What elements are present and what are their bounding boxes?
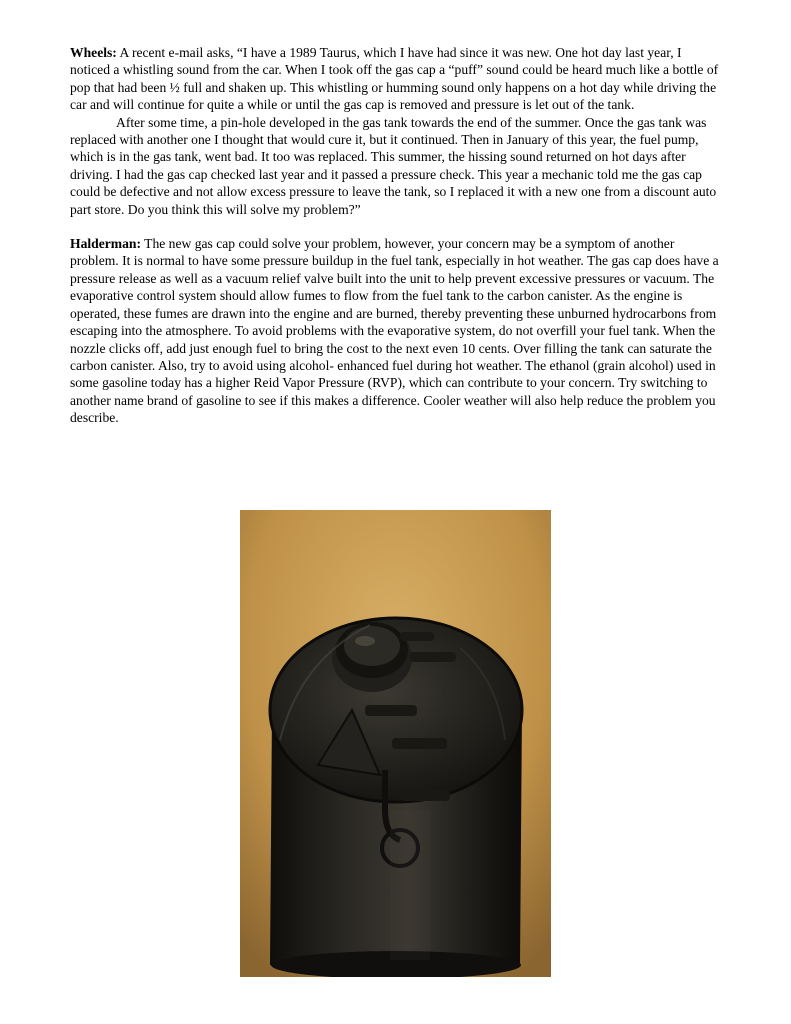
answer-paragraph	[70, 235, 722, 426]
answer-text: The new gas cap could solve your problem, however, your concern may be a symptom of another problem. It is normal to have some pressure buildup in the fuel tank, especially in hot weather. The gas cap does have a pressure release as well as a vacuum relief valve built into the unit to help prevent excessive pressures or vacuum. The evaporative control system should allow fumes to flow from the fuel tank to the carbon canister. As the engine is operated, these fumes are drawn into the engine and are burned, thereby preventing these unburned hydrocarbons from escaping into the atmosphere. To avoid problems with the evaporative system, do not overfill your fuel tank. When the nozzle clicks off, add just enough fuel to bring the cost to the next even 10 cents. Over filling the tank can saturate the carbon canister. Also, try to avoid using alcohol- enhanced fuel during hot weather. The ethanol (grain alcohol) used in some gasoline today has a higher Reid Vapor Pressure (RVP), which can contribute to your concern. Try switching to another name brand of gasoline to see if this makes a difference. Cooler weather will also help reduce the problem you describe.	[70, 236, 719, 426]
speaker-halderman: Halderman:	[70, 236, 141, 252]
question-text-1: A recent e-mail asks, “I have a 1989 Taurus, which I have had since it was new. One hot day last year, I noticed a whistling sound from the car. When I took off the gas cap a “puff” sound could be heard much like a bottle of pop that had been ½ full and shaken up. This whistling or humming sound only happens on a hot day while driving the car and will continue for quite a while or until the gas cap is removed and pressure is let out of the tank.	[70, 45, 719, 113]
question-paragraph-1	[70, 44, 722, 114]
speaker-wheels: Wheels:	[70, 45, 117, 60]
article	[70, 44, 722, 427]
question-paragraph-2: After some time, a pin-hole developed in the gas tank towards the end of the summer. Once the gas tank was replaced with another one I thought that would cure it, but it continued. Then in January of this year, the fuel pump, which is in the gas tank, went bad. It too was replaced. This summer, the hissing sound returned on hot days after driving. I had the gas cap checked last year and it passed a pressure check. This year a mechanic told me the gas cap could be defective and not allow excess pressure to leave the tank, so I replaced it with a new one from a discount auto part store. Do you think this will solve my problem?”	[70, 114, 717, 217]
carbon-canister-photo	[240, 510, 551, 977]
